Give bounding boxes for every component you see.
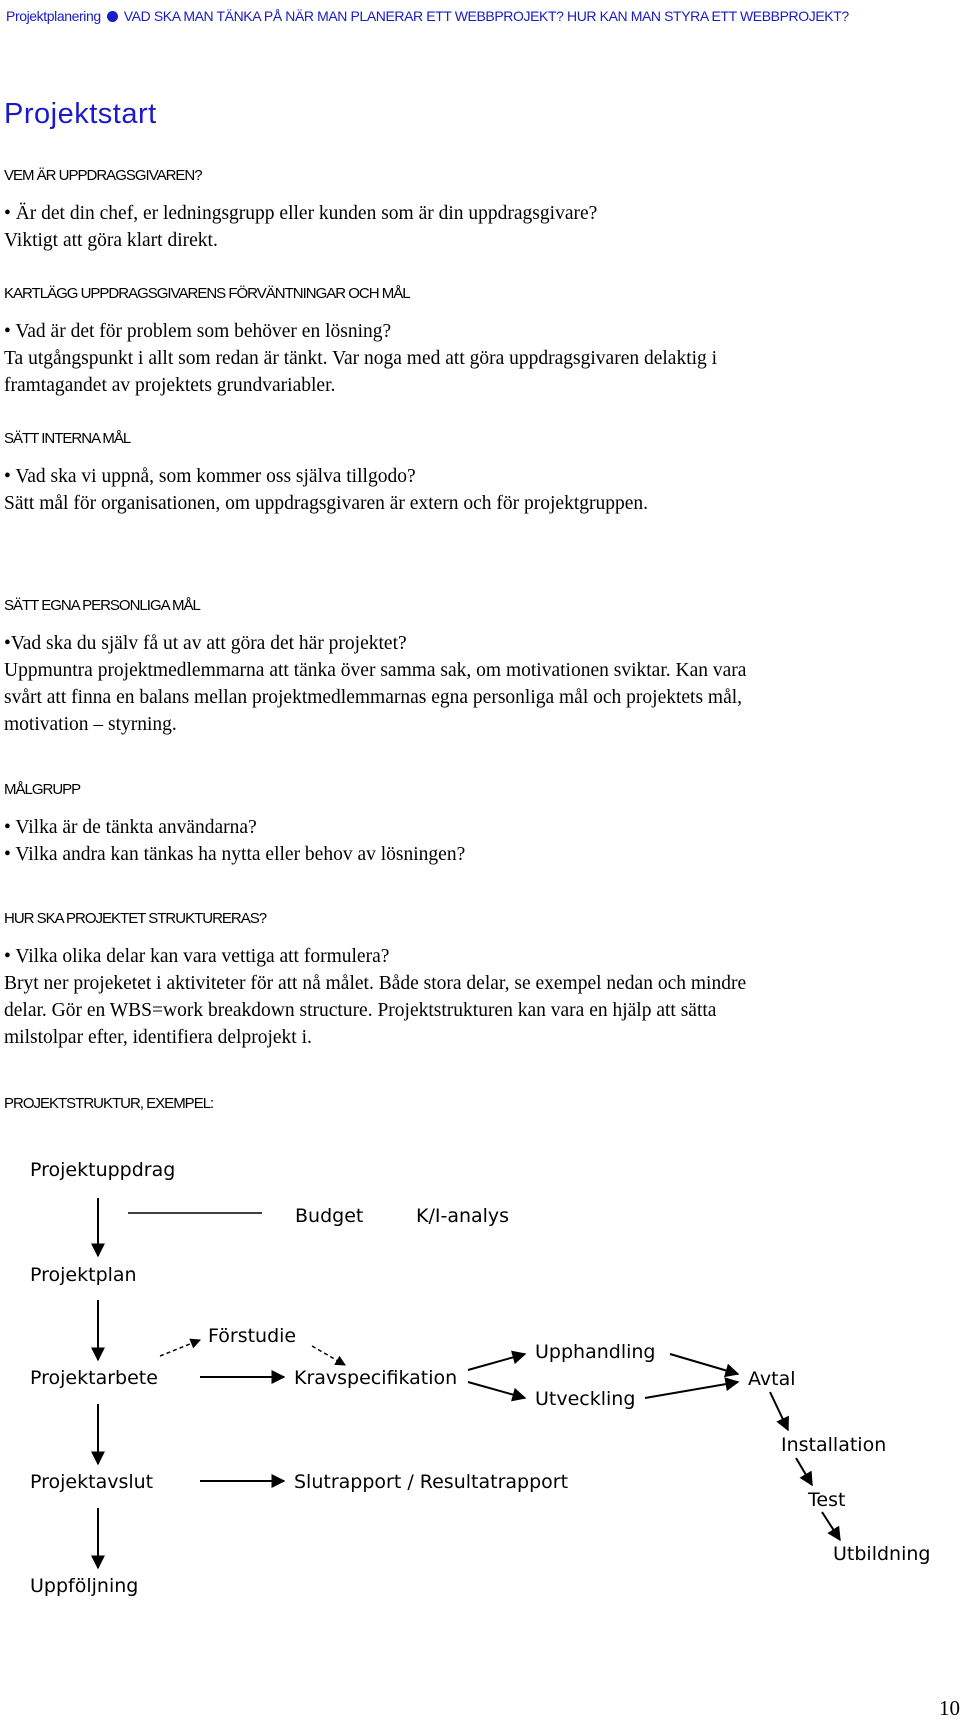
header-left-title: Projektplanering (6, 8, 101, 24)
text-line: • Vad är det för problem som behöver en lösning? (4, 321, 392, 342)
section-body-personliga-mal (4, 630, 934, 738)
text-line: • Vad ska vi uppnå, som kommer oss själva tillgodo? (4, 466, 416, 487)
text-line: Ta utgångspunkt i allt som redan är tänkt. Var noga med att göra uppdragsgivaren delaktig i (4, 348, 718, 369)
text-line: Sätt mål för organisationen, om uppdragsgivaren är extern och för projektgruppen. (4, 493, 649, 514)
node-slutrapport: Slutrapport / Resultatrapport (294, 1471, 569, 1493)
section-heading-personliga-mal: SÄTT EGNA PERSONLIGA MÅL (4, 597, 200, 614)
section-body-uppdragsgivaren (4, 200, 934, 254)
section-body-struktur (4, 943, 934, 1051)
section-heading-forvantningar: KARTLÄGG UPPDRAGSGIVARENS FÖRVÄNTNINGAR OCH MÅL (4, 285, 410, 302)
arrow-krav-utveckling (468, 1382, 525, 1398)
page-number: 10 (939, 1696, 960, 1720)
arrow-test-utbildning (822, 1512, 840, 1540)
arrow-upphandling-avtal (670, 1354, 738, 1374)
section-body-malgrupp (4, 814, 934, 868)
node-upphandling: Upphandling (535, 1341, 656, 1363)
arrow-arbete-forstudie (160, 1340, 200, 1356)
section-body-interna-mal (4, 463, 934, 517)
node-projektarbete: Projektarbete (30, 1367, 158, 1389)
arrow-installation-test (796, 1458, 812, 1485)
section-heading-exempel: PROJEKTSTRUKTUR, EXEMPEL: (4, 1095, 214, 1112)
section-heading-uppdragsgivaren: VEM ÄR UPPDRAGSGIVAREN? (4, 167, 202, 184)
bullet-dot-icon (107, 11, 118, 22)
text-line: Uppmuntra projektmedlemmarna att tänka över samma sak, om motivationen sviktar. Kan vara (4, 660, 747, 681)
node-forstudie: Förstudie (208, 1325, 297, 1347)
text-line: milstolpar efter, identifiera delprojekt i. (4, 1027, 312, 1048)
node-uppfoljning: Uppföljning (30, 1575, 139, 1597)
text-line: Viktigt att göra klart direkt. (4, 230, 218, 251)
section-heading-malgrupp: MÅLGRUPP (4, 781, 81, 798)
header-right-title: VAD SKA MAN TÄNKA PÅ NÄR MAN PLANERAR ETT WEBBPROJEKT? HUR KAN MAN STYRA ETT WEBBPROJEKT? (123, 8, 849, 24)
node-kravspecifikation: Kravspecifikation (294, 1367, 458, 1389)
node-budget: Budget (295, 1205, 364, 1227)
node-projektuppdrag: Projektuppdrag (30, 1159, 176, 1181)
arrow-forstudie-krav (312, 1346, 345, 1365)
text-line: • Vilka andra kan tänkas ha nytta eller behov av lösningen? (4, 844, 466, 865)
text-line: •Vad ska du själv få ut av att göra det här projektet? (4, 633, 407, 654)
text-line: Bryt ner projeketet i aktiviteter för att nå målet. Både stora delar, se exempel nedan och mindre (4, 973, 747, 994)
text-line: framtagandet av projektets grundvariabler. (4, 375, 336, 396)
node-projektavslut: Projektavslut (30, 1471, 154, 1493)
node-ki-analys: K/I-analys (416, 1205, 510, 1227)
node-test: Test (808, 1489, 846, 1511)
text-line: • Vilka olika delar kan vara vettiga att formulera? (4, 946, 390, 967)
node-utveckling: Utveckling (535, 1388, 636, 1410)
node-installation: Installation (781, 1434, 887, 1456)
project-structure-diagram (0, 1120, 960, 1600)
arrow-krav-upphandling (468, 1354, 525, 1370)
section-body-forvantningar (4, 318, 934, 399)
section-heading-interna-mal: SÄTT INTERNA MÅL (4, 430, 131, 447)
arrow-utveckling-avtal (645, 1382, 738, 1398)
page-title: Projektstart (4, 98, 157, 130)
text-line: • Vilka är de tänkta användarna? (4, 817, 257, 838)
page-header (6, 8, 956, 24)
text-line: • Är det din chef, er ledningsgrupp eller kunden som är din uppdragsgivare? (4, 203, 598, 224)
section-heading-struktur: HUR SKA PROJEKTET STRUKTURERAS? (4, 910, 267, 927)
text-line: delar. Gör en WBS=work breakdown structure. Projektstrukturen kan vara en hjälp att sätta (4, 1000, 717, 1021)
arrow-avtal-installation (770, 1392, 788, 1430)
node-avtal: Avtal (748, 1368, 796, 1390)
text-line: motivation – styrning. (4, 714, 177, 735)
node-utbildning: Utbildning (833, 1543, 931, 1565)
text-line: svårt att finna en balans mellan projektmedlemmarnas egna personliga mål och projektets mål, (4, 687, 743, 708)
node-projektplan: Projektplan (30, 1264, 137, 1286)
